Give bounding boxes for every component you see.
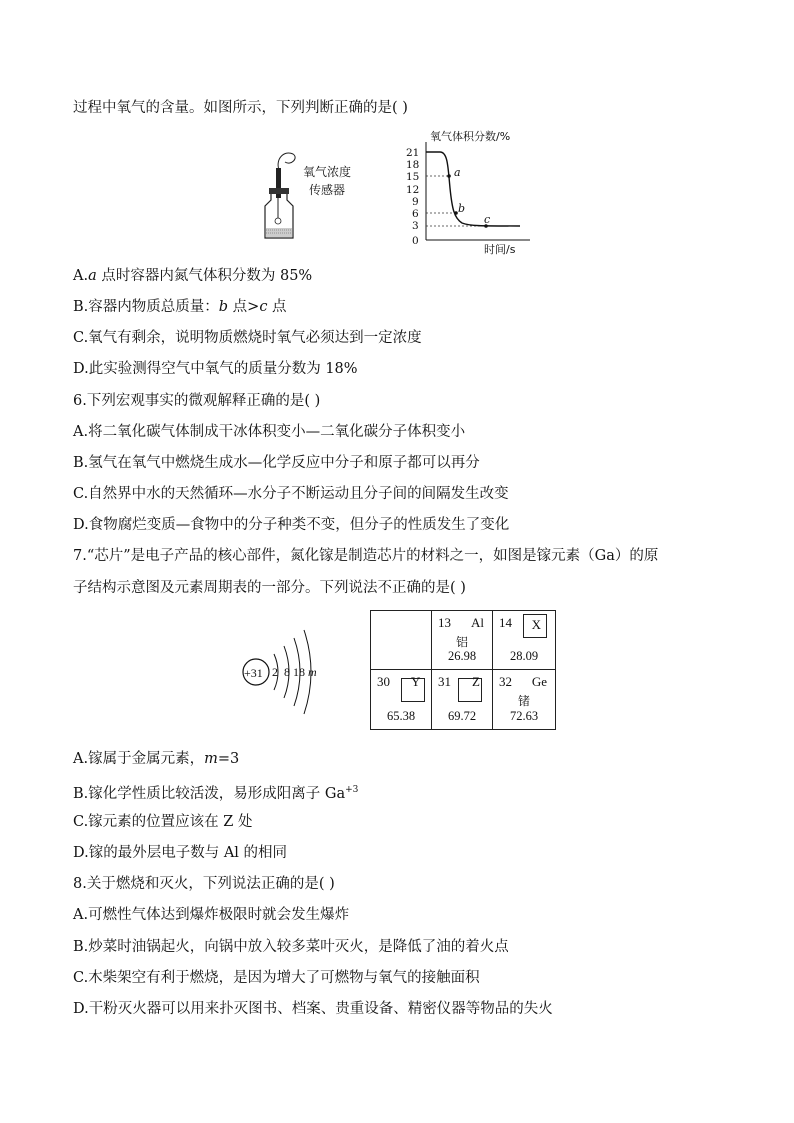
pt-empty-cell [370,610,432,670]
q7-stem-1: 7.“芯片”是电子产品的核心部件，氮化镓是制造芯片的材料之一，如图是镓元素（Ga）的原 [73,548,659,564]
oxygen-curve [426,152,520,226]
pt-cell-ge: 32 Ge 锗 72.63 [492,669,556,730]
shell-m: m [308,665,317,679]
point-a [447,174,451,178]
stopper [269,188,289,194]
ytick-21: 21 [406,147,420,159]
q7-option-c: C.镓元素的位置应该在 Z 处 [73,814,253,830]
pt-cell-z: 31 Z 69.72 [431,669,493,730]
ytick-0: 0 [412,235,419,247]
q8-option-b: B.炒菜时油锅起火，向锅中放入较多菜叶灭火，是降低了油的着火点 [73,939,509,955]
ytick-9: 9 [412,196,419,208]
ytick-3: 3 [412,220,419,232]
q7-option-b: B.镓化学性质比较活泼，易形成阳离子 $Ga^{+3}$ [73,785,359,802]
sensor-wire [278,153,295,170]
label-a: a [454,166,461,179]
pt-cell-x: 14 X 28.09 [492,610,556,670]
q6-option-a: A.将二氧化碳气体制成干冰体积变小—二氧化碳分子体积变小 [73,424,466,440]
q5-option-a: A.a 点时容器内氮气体积分数为 85% [73,268,313,284]
label-b: b [458,202,466,215]
chart-xlabel: 时间/s [484,243,516,256]
pt-cell-al: 13 Al 铝 26.98 [431,610,493,670]
apparatus-figure [255,140,375,250]
apparatus-label-1: 氧气浓度 [303,165,352,179]
nucleus-charge: +31 [244,666,263,680]
q6-option-b: B.氢气在氧气中燃烧生成水—化学反应中分子和原子都可以再分 [73,455,480,471]
ytick-6: 6 [412,208,419,220]
q8-option-c: C.木柴架空有利于燃烧，是因为增大了可燃物与氧气的接触面积 [73,970,480,986]
q8-option-a: A.可燃性气体达到爆炸极限时就会发生爆炸 [73,907,350,923]
atom-structure-diagram [236,622,346,722]
oxygen-chart [400,128,540,256]
ytick-15: 15 [406,171,420,183]
q7-option-d: D.镓的最外层电子数与 Al 的相同 [73,845,288,861]
q7-stem-2: 子结构示意图及元素周期表的一部分。下列说法不正确的是( ) [73,580,466,596]
q8-option-d: D.干粉灭火器可以用来扑灭图书、档案、贵重设备、精密仪器等物品的失火 [73,1001,553,1017]
label-c: c [484,213,491,226]
apparatus-label-2: 传感器 [309,183,346,197]
q5-option-c: C.氧气有剩余，说明物质燃烧时氧气必须达到一定浓度 [73,330,422,346]
q6-option-d: D.食物腐烂变质—食物中的分子种类不变，但分子的性质发生了变化 [73,517,510,533]
ytick-18: 18 [406,159,420,171]
ytick-12: 12 [406,184,420,196]
q5-option-d: D.此实验测得空气中氧气的质量分数为 18% [73,361,358,377]
q8-stem: 8.关于燃烧和灭火，下列说法正确的是( ) [73,876,335,892]
chart-ylabel: 氧气体积分数/% [430,130,511,143]
q5-stem: 过程中氧气的含量。如图所示，下列判断正确的是( ) [73,100,408,116]
shell-electrons: 2 8 18 [272,665,305,679]
q6-stem: 6.下列宏观事实的微观解释正确的是( ) [73,393,321,409]
pt-cell-y: 30 Y 65.38 [370,669,432,730]
pt-box-x: X [523,614,547,638]
q7-option-a: A.镓属于金属元素，m=3 [73,751,240,767]
periodic-table-fragment [370,610,556,730]
q6-option-c: C.自然界中水的天然循环—水分子不断运动且分子间的间隔发生改变 [73,486,509,502]
q5-option-b: B.容器内物质总质量：b 点>c 点 [73,299,287,315]
